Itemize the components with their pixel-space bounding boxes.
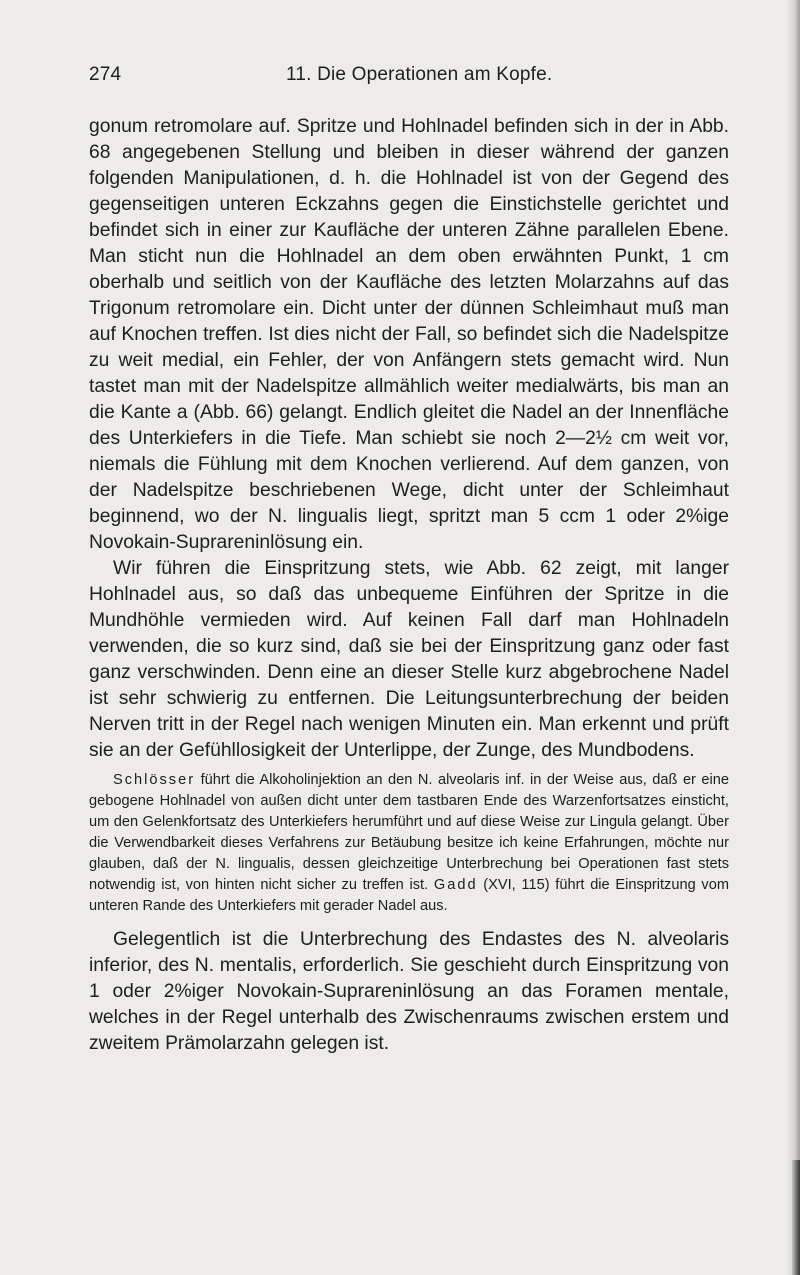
page-edge-shadow [786, 0, 800, 1275]
small-print-text-1: führt die Alkoholinjektion an den N. alveolaris inf. in der Weise aus, daß er eine gebogene Hohlnadel von außen dicht unter dem tastbaren Ende des Warzenfortsatzes einsticht, um den Gelenkfortsatz des Unterkiefers herumführt und auf diese Weise zur Lingula gelangt. Über die Verwendbarkeit dieses Verfahrens zur Betäubung besitze ich keine Erfahrungen, möchte nur glauben, daß der N. lingualis, dessen gleichzeitige Unterbrechung bei Operationen fast stets notwendig ist, von hinten nicht sicher zu treffen ist. [89, 772, 729, 893]
author-schloesser: Schlösser [113, 772, 196, 788]
small-print-text-2: (XVI, 115) führt die Einspritzung vom unteren Rande des Unterkiefers mit gerader Nadel aus. [89, 877, 729, 914]
page-number: 274 [89, 64, 122, 85]
body-text [89, 114, 729, 1057]
page-header [0, 64, 800, 94]
author-gadd: Gadd [433, 877, 478, 893]
small-print-note [89, 770, 729, 917]
page-edge-dark [792, 1160, 800, 1275]
running-head: 11. Die Operationen am Kopfe. [286, 64, 553, 85]
paragraph-3: Gelegentlich ist die Unterbrechung des Endastes des N. alveolaris inferior, des N. mentalis, erforderlich. Sie geschieht durch Einspritzung von 1 oder 2%iger Novokain-Suprareninlösung an das Foramen mentale, welches in der Regel unterhalb des Zwischenraums zwischen erstem und zweitem Prämolarzahn gelegen ist. [89, 929, 729, 1054]
paragraph-1: gonum retromolare auf. Spritze und Hohlnadel befinden sich in der in Abb. 68 angegebenen Stellung und bleiben in dieser während der ganzen folgenden Manipulationen, d. h. die Hohlnadel ist von der Gegend des gegenseitigen unteren Eckzahns gegen die Einstichstelle gerichtet und befindet sich in einer zur Kaufläche der unteren Zähne parallelen Ebene. Man sticht nun die Hohlnadel an dem oben erwähnten Punkt, 1 cm oberhalb und seitlich von der Kaufläche des letzten Molarzahns auf das Trigonum retromolare ein. Dicht unter der dünnen Schleimhaut muß man auf Knochen treffen. Ist dies nicht der Fall, so befindet sich die Nadelspitze zu weit medial, ein Fehler, der von Anfängern stets gemacht wird. Nun tastet man mit der Nadelspitze allmählich weiter medialwärts, bis man an die Kante a (Abb. 66) gelangt. Endlich gleitet die Nadel an der Innenfläche des Unterkiefers in die Tiefe. Man schiebt sie noch 2—2½ cm weit vor, niemals die Fühlung mit dem Knochen verlierend. Auf dem ganzen, von der Nadelspitze beschriebenen Wege, dicht unter der Schleimhaut beginnend, wo der N. lingualis liegt, spritzt man 5 ccm 1 oder 2%ige Novokain-Suprareninlösung ein. [89, 116, 729, 553]
paragraph-2: Wir führen die Einspritzung stets, wie Abb. 62 zeigt, mit langer Hohlnadel aus, so daß das unbequeme Einführen der Spritze in die Mundhöhle vermieden wird. Auf keinen Fall darf man Hohlnadeln verwenden, die so kurz sind, daß sie bei der Einspritzung ganz oder fast ganz verschwinden. Denn eine an dieser Stelle kurz abgebrochene Nadel ist sehr schwierig zu entfernen. Die Leitungsunterbrechung der beiden Nerven tritt in der Regel nach wenigen Minuten ein. Man erkennt und prüft sie an der Gefühllosigkeit der Unterlippe, der Zunge, des Mundbodens. [89, 558, 729, 761]
